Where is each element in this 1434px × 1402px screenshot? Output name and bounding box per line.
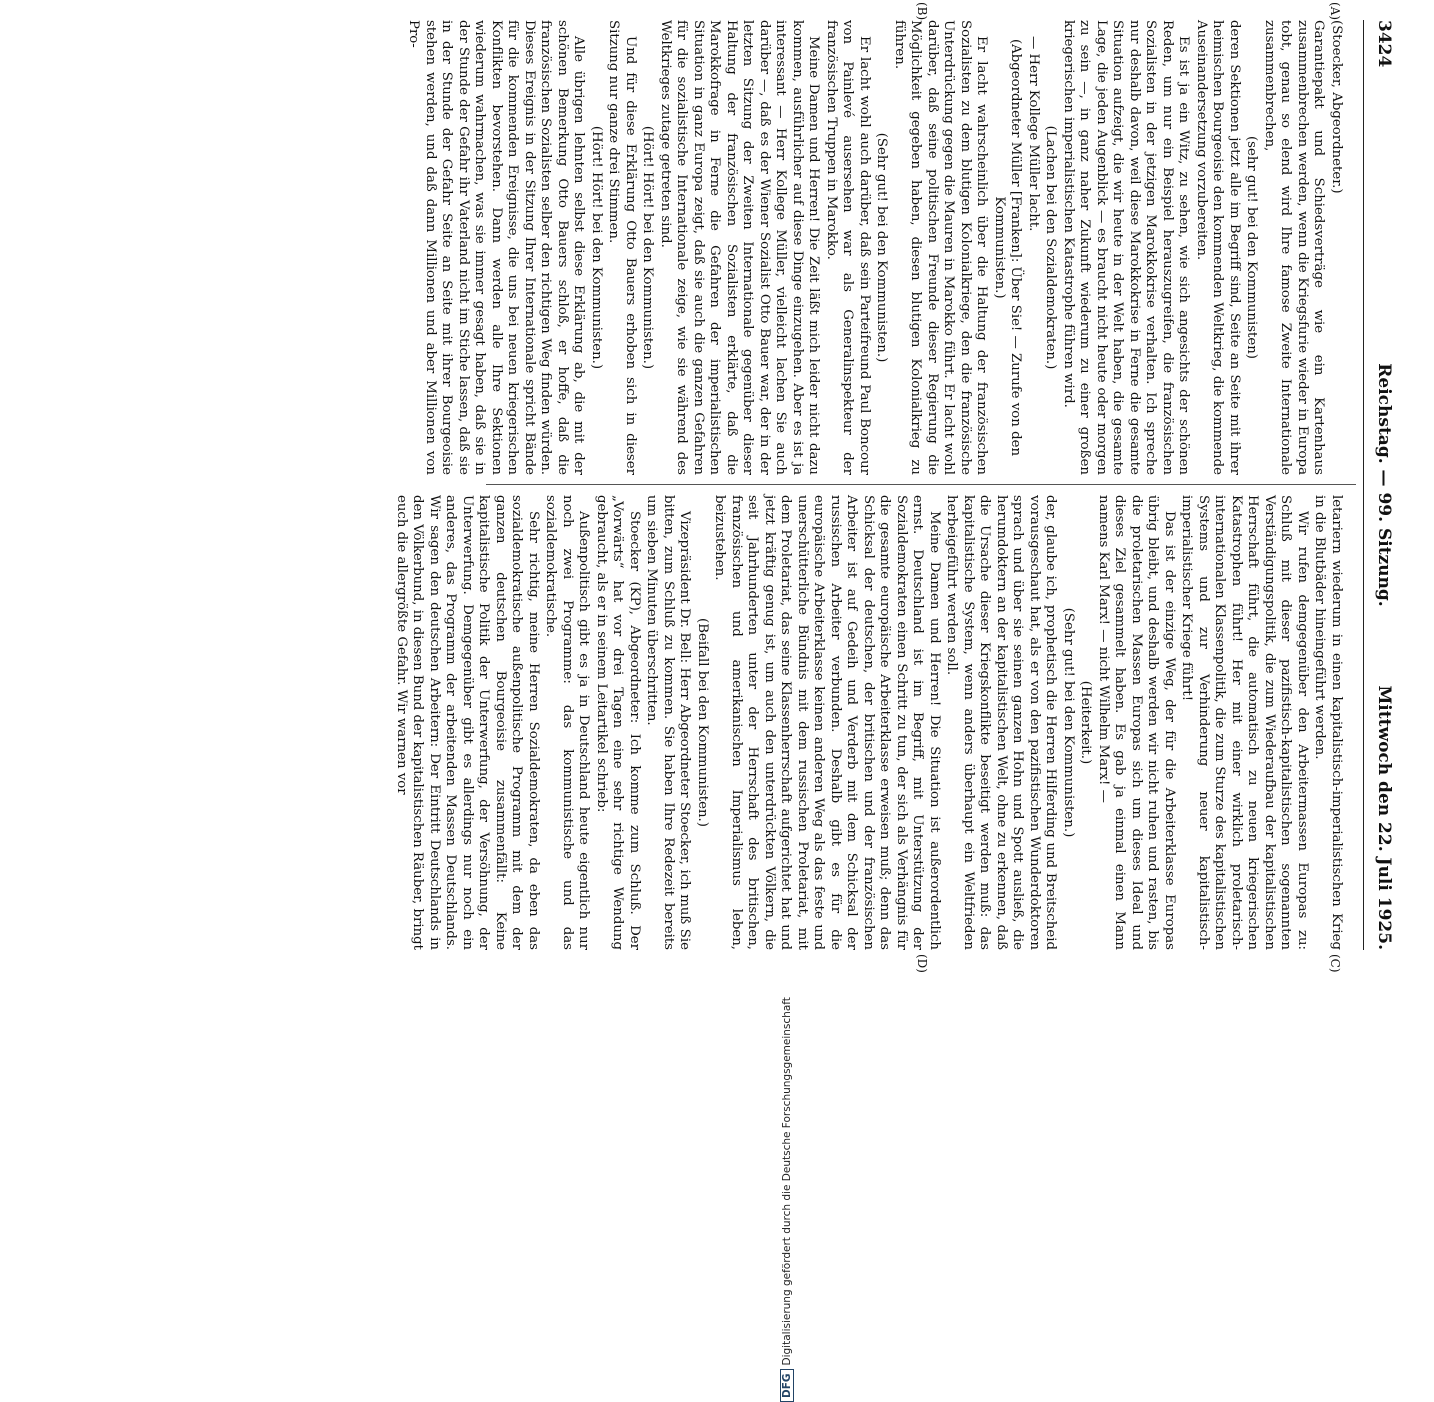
- paragraph: Alle übrigen lehnten selbst diese Erklärung ab, die mit der schönen Bemerkung Otto Bauers schloß, er hoffe, daß die französischen Sozialisten selber den richtigen Weg finden würden. Dieses Ereignis in der Sitzung Ihrer Internationale spricht Bände für die kommenden Ereignisse, die uns bei neuen kriegerischen Konflikten bevorstehen. Dann werden alle Ihre Sektionen wiederum wahrmachen, was sie immer gesagt haben, daß sie in der Stunde der Gefahr ihr Vaterland nicht im Stiche lassen, daß sie in der Stunde der Gefahr Seite an Seite mit ihrer Bourgeoisie stehen werden, und daß dann Millionen und aber Millionen von Pro-: [406, 20, 587, 475]
- paragraph: Und für diese Erklärung Otto Bauers erhoben sich in dieser Sitzung nur ganze drei Stimmen.: [606, 20, 638, 475]
- margin-letter-d: (D): [915, 954, 929, 973]
- interjection: (Sehr gut! bei den Kommunisten.): [1061, 607, 1076, 838]
- session-date: Mittwoch den 22. Juli 1925.: [1374, 685, 1394, 950]
- page-title: Reichstag. — 99. Sitzung.: [1374, 363, 1394, 607]
- interjection: (Lachen bei den Sozialdemokraten.): [1043, 125, 1059, 370]
- interjection: (Sehr gut! bei den Kommunisten.): [874, 132, 890, 363]
- paragraph: der, glaube ich, prophetisch die Herren Hilferding und Breitscheid vorausgeschaut hat, als er von den pazifistischen Wunderdoktoren sprach und über sie seinen ganzen Hohn und Spott ausließ, die herumdoktern an der kapitalistischen Welt, ohne zu erkennen, daß die Ursache dieser Kriegskonflikte beseitigt werden muß: das kapitalistische System, wenn anders überhaupt ein Weltfrieden herbeigeführt werden soll.: [944, 495, 1059, 950]
- quotation: Außenpolitisch gibt es ja in Deutschland heute eigentlich nur noch zwei Programme: das kommunistische und das sozialdemokratische.: [543, 495, 592, 950]
- page-header: [1364, 20, 1394, 950]
- interjection: (Beifall bei den Kommunisten.): [695, 618, 710, 827]
- margin-letter-a: (A): [1328, 2, 1342, 21]
- paragraph: Garantiepakt und Schiedsverträge wie ein Kartenhaus zusammenbrechen werden, wenn die Kriegsfurie wieder in Europa tobt, genau so elend wird Ihre famose Zweite Internationale zusammenbrechen,: [1262, 20, 1327, 475]
- paragraph: Er lacht wohl auch darüber, daß sein Parteifreund Paul Boncour von Painlevé ausersehen war als Generalinspekteur der französischen Truppen in Marokko.: [824, 20, 872, 475]
- right-column: [394, 495, 1344, 950]
- paragraph: Sehr richtig, meine Herren Sozialdemokraten, da eben das sozialdemokratische außenpolitische Programm mit dem der ganzen deutschen Bourgeoisie zusammenfällt: Keine kapitalistische Politik der Unterwerfung, der Versöhnung, der Unterwerfung. Demgegenüber gibt es allerdings nur noch ein anderes, das Programm der arbeitenden Massen Deutschlands. Wir sagen den deutschen Arbeitern: Der Eintritt Deutschlands in den Völkerbund, in diesen Bund der kapitalistischen Räuber, bringt euch die allergrößte Gefahr. Wir warnen vor: [394, 495, 541, 950]
- funding-notice-text: Digitalisierung gefördert durch die Deutsche Forschungsgemeinschaft: [781, 997, 793, 1366]
- paragraph: letariern wiederum in einen kapitalistisch-imperialistischen Krieg in die Blutbäder hineingeführt werden.: [1312, 495, 1344, 950]
- interjection: (Abgeordneter Müller [Franken]: Über Sie! — Zurufe von den Kommunisten.): [992, 38, 1024, 457]
- dfg-logo-icon: DFG: [780, 1369, 794, 1402]
- interjection: (Hört! Hört! bei den Kommunisten.): [640, 125, 656, 370]
- interjection: (sehr gut! bei den Kommunisten): [1244, 135, 1260, 359]
- paragraph: Er lacht wahrscheinlich über die Haltung der französischen Sozialisten zu dem blutigen Kolonialkriege, den die französische Unterdrückung gegen die Mauren in Marokko führt. Er lacht wohl darüber, daß seine politischen Freunde dieser Regierung die Möglichkeit gegeben haben, diesen blutigen Kolonialkrieg zu führen.: [892, 20, 990, 475]
- page-number: 3424: [1374, 20, 1394, 68]
- paragraph: Es ist ja ein Witz, zu sehen, wie sich angesichts der schönen Reden, um nur ein Beispiel herauszugreifen, die französischen Sozialisten in der jetzigen Marokkokrise verhalten. Ich spreche nur deshalb davon, weil diese Marokkokrise in Ferne die gesamte Situation aufzeigt, die wir heute in der Welt haben, die gesamte Lage, die jeden Augenblick — es braucht nicht heute oder morgen zu sein —, in ganz naher Zukunft wiederum zu einer großen kriegerischen imperialistischen Katastrophe führen wird.: [1061, 20, 1192, 475]
- paragraph: Wir rufen demgegenüber den Arbeitermassen Europas zu: Schluß mit dieser pazifistisch-kapitalistischen sogenannten Verständigungspolitik, die zum Wiederaufbau der kapitalistischen Herrschaft führt, die automatisch zu neuen kriegerischen Katastrophen führt! Her mit einer wirklich proletarisch-internationalen Klassenpolitik, die zum Sturze des kapitalistischen Systems und zur Verhinderung neuer kapitalistisch-imperialistischer Kriege führt!: [1179, 495, 1310, 950]
- column-separator: [486, 484, 1356, 485]
- paragraph: deren Sektionen jetzt alle im Begriff sind, Seite an Seite mit ihrer heimischen Bourgeoisie den kommenden Weltkrieg, die kommende Auseinandersetzung vorzubereiten.: [1194, 20, 1242, 475]
- paragraph: Stoecker (KP), Abgeordneter: Ich komme zum Schluß. Der „Vorwärts“ hat vor drei Tagen eine sehr richtige Wendung gebraucht, als er in seinem Leitartikel schrieb:: [594, 495, 642, 950]
- margin-letter-b: (B): [915, 2, 929, 21]
- funding-notice: [780, 402, 796, 1402]
- paragraph: Meine Damen und Herren! Die Zeit läßt mich leider nicht dazu kommen, ausführlicher auf diese Dinge einzugehen. Aber es ist ja interessant — Herr Kollege Müller, vielleicht lachen Sie auch darüber —, daß es der Wiener Sozialist Otto Bauer war, der in der letzten Sitzung der Zweiten Internationale gegenüber dieser Haltung der französischen Sozialisten erklärte, daß die Marokkofrage in Ferne die Gefahren der imperialistischen Situation in ganz Europa zeigt, daß sie auch die ganzen Gefahren für die sozialistische Internationale zeige, wie sie während des Weltkrieges zutage getreten sind.: [658, 20, 822, 475]
- paragraph: Vizepräsident Dr. Bell: Herr Abgeordneter Stoecker, ich muß Sie bitten, zum Schluß zu kommen. Sie haben Ihre Redezeit bereits um sieben Minuten überschritten.: [644, 495, 693, 950]
- header-rule: [1363, 20, 1364, 950]
- paragraph: Das ist der einzige Weg, der für die Arbeiterklasse Europas übrig bleibt, und deshalb werden wir nicht ruhen und rasten, bis die proletarischen Massen Europas sich um dieses Ideal und dieses Ziel gesammelt haben. Es gab ja einmal einen Mann namens Karl Marx! — nicht Wilhelm Marx! —: [1096, 495, 1177, 950]
- interjection: (Heiterkeit.): [1078, 680, 1094, 765]
- paragraph: — Herr Kollege Müller lacht.: [1026, 36, 1041, 232]
- speaker-heading: (Stoecker, Abgeordneter.): [1329, 20, 1344, 194]
- paragraph: Meine Damen und Herren! Die Situation ist außerordentlich ernst. Deutschland ist im Begriff, mit Unterstützung der Sozialdemokraten einen Schritt zu tun, der sich als Verhängnis für die gesamte europäische Arbeiterklasse erweisen muß; denn das Schicksal der deutschen, der britischen und der französischen Arbeiter ist auf Gedeih und Verderb mit dem Schicksal der russischen Arbeiter verbunden. Deshalb gibt es für die europäische Arbeiterklasse keinen anderen Weg als das feste und unerschütterliche Bündnis mit dem russischen Proletariat, mit dem Proletariat, das seine Klassenherrschaft aufgerichtet hat und jetzt kräftig genug ist, um auch den unterdrückten Völkern, die seit Jahrhunderten unter der Herrschaft des britischen, französischen und amerikanischen Imperialismus leben, beizustehen.: [712, 495, 942, 950]
- interjection: (Hört! Hört! bei den Kommunisten.): [589, 125, 604, 370]
- margin-letter-c: (C): [1328, 954, 1342, 973]
- left-column: [406, 20, 1344, 475]
